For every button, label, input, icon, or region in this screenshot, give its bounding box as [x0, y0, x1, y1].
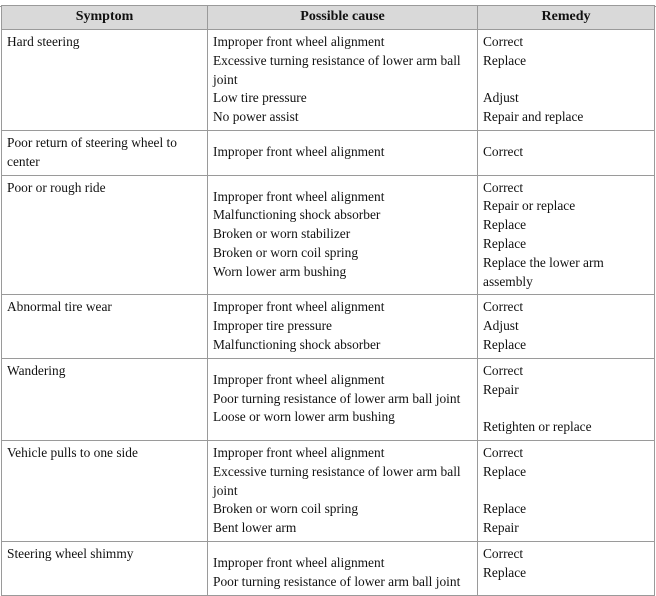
remedy-text: Replace — [483, 217, 527, 233]
remedy-text: Replace — [483, 463, 527, 479]
cause-text: Malfunctioning shock absorber — [213, 207, 381, 223]
symptom-cell — [2, 175, 208, 295]
table-row — [2, 30, 655, 131]
cause-text: Poor turning resistance of lower arm ball joint — [213, 573, 461, 589]
symptom-cell — [2, 440, 208, 541]
symptom-text: Abnormal tire wear — [7, 299, 112, 315]
symptom-cell — [2, 30, 208, 131]
remedy-cell — [478, 295, 655, 358]
symptom-text: Steering wheel shimmy — [7, 545, 134, 561]
remedy-text: Repair and replace — [483, 109, 584, 125]
table-row — [2, 130, 655, 175]
symptom-cell — [2, 130, 208, 175]
header-possible-cause: Possible cause — [208, 6, 478, 30]
symptom-cell — [2, 295, 208, 358]
header-symptom: Symptom — [2, 6, 208, 30]
table-row — [2, 358, 655, 440]
symptom-text: Poor return of steering wheel to center — [7, 134, 177, 169]
remedy-text: Replace — [483, 564, 527, 580]
cause-cell — [208, 30, 478, 131]
remedy-text: Correct — [483, 299, 524, 315]
cause-text: Broken or worn stabilizer — [213, 226, 351, 242]
remedy-text: Correct — [483, 34, 524, 49]
symptom-text: Poor or rough ride — [7, 179, 106, 195]
remedy-text: Correct — [483, 545, 524, 561]
symptom-text: Vehicle pulls to one side — [7, 444, 138, 460]
remedy-text: Replace — [483, 235, 527, 251]
cause-text: Malfunctioning shock absorber — [213, 336, 381, 352]
symptom-cell — [2, 358, 208, 440]
cause-text: Improper tire pressure — [213, 318, 332, 334]
symptom-text: Wandering — [7, 362, 66, 378]
remedy-cell — [478, 130, 655, 175]
cause-text: Poor turning resistance of lower arm ball joint — [213, 390, 461, 406]
remedy-text: Replace — [483, 501, 527, 517]
remedy-text: Replace — [483, 336, 527, 352]
cause-text: Improper front wheel alignment — [213, 34, 385, 49]
cause-text: Broken or worn coil spring — [213, 501, 359, 517]
symptom-text: Hard steering — [7, 34, 80, 49]
remedy-cell — [478, 541, 655, 595]
remedy-text: Replace — [483, 52, 527, 68]
remedy-text: Correct — [483, 144, 524, 160]
cause-text: Low tire pressure — [213, 90, 307, 106]
symptom-cell — [2, 541, 208, 595]
remedy-text: Correct — [483, 179, 524, 195]
remedy-text: Repair — [483, 381, 519, 397]
remedy-cell — [478, 175, 655, 295]
cause-text: Improper front wheel alignment — [213, 188, 385, 204]
cause-cell — [208, 175, 478, 295]
table-row — [2, 295, 655, 358]
remedy-text: Adjust — [483, 90, 519, 106]
header-remedy: Remedy — [478, 6, 655, 30]
cause-text: Improper front wheel alignment — [213, 371, 385, 387]
troubleshooting-table — [1, 5, 655, 596]
table-row — [2, 541, 655, 595]
cause-text: Excessive turning resistance of lower arm ball joint — [213, 463, 461, 498]
remedy-cell — [478, 30, 655, 131]
cause-text: Excessive turning resistance of lower arm ball joint — [213, 52, 461, 87]
remedy-cell — [478, 358, 655, 440]
cause-text: Improper front wheel alignment — [213, 444, 385, 460]
cause-text: Bent lower arm — [213, 520, 297, 536]
cause-text: Broken or worn coil spring — [213, 244, 359, 260]
cause-text: No power assist — [213, 109, 299, 125]
cause-text: Improper front wheel alignment — [213, 554, 385, 570]
cause-text: Improper front wheel alignment — [213, 299, 385, 315]
cause-cell — [208, 541, 478, 595]
remedy-text: Repair — [483, 520, 519, 536]
table-row — [2, 175, 655, 295]
remedy-text: Repair or replace — [483, 198, 576, 214]
remedy-text: Adjust — [483, 318, 519, 334]
remedy-text: Correct — [483, 362, 524, 378]
header-row — [2, 6, 655, 30]
remedy-cell — [478, 440, 655, 541]
cause-cell — [208, 440, 478, 541]
table-row — [2, 440, 655, 541]
cause-cell — [208, 358, 478, 440]
cause-text: Worn lower arm bushing — [213, 263, 347, 279]
cause-cell — [208, 130, 478, 175]
remedy-text: Correct — [483, 444, 524, 460]
cause-text: Improper front wheel alignment — [213, 144, 385, 160]
remedy-text: Replace the lower arm assembly — [483, 254, 604, 289]
cause-cell — [208, 295, 478, 358]
remedy-text: Retighten or replace — [483, 419, 592, 435]
cause-text: Loose or worn lower arm bushing — [213, 409, 395, 425]
